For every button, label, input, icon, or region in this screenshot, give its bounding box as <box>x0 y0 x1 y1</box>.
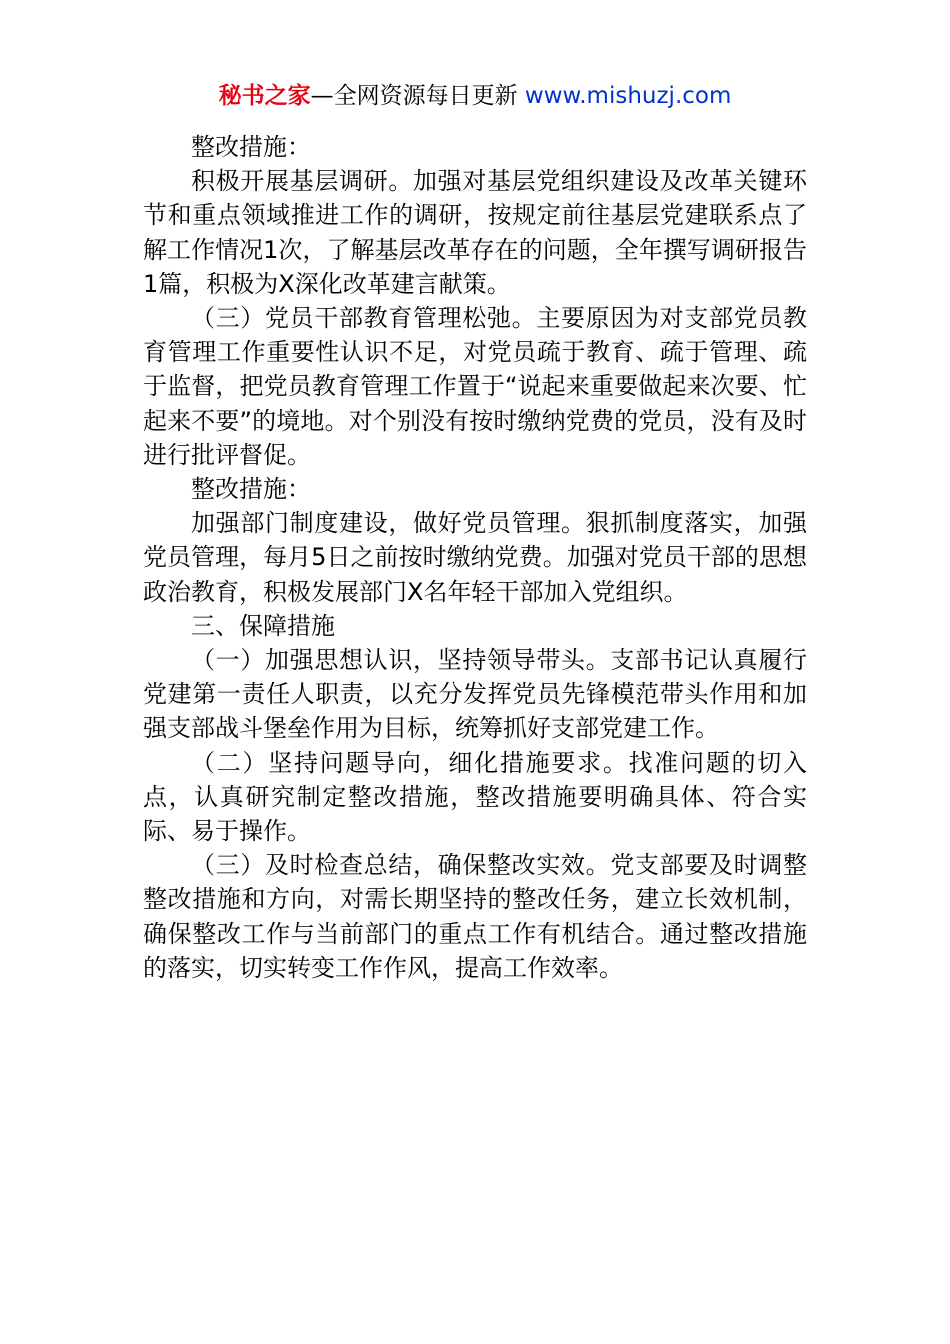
paragraph-grassroots-research: 积极开展基层调研。加强对基层党组织建设及改革关键环节和重点领域推进工作的调研，按规定前往基层党建联系点了解工作情况1次，了解基层改革存在的问题，全年撰写调研报告1篇，积极为X深化改革建言献策。 <box>143 167 807 298</box>
site-tagline: —全网资源每日更新 <box>310 83 525 109</box>
site-brand: 秘书之家 <box>218 83 311 109</box>
document-body <box>143 130 807 985</box>
paragraph-safeguard-two: （二）坚持问题导向，细化措施要求。找准问题的切入点，认真研究制定整改措施，整改措施要明确具体、符合实际、易于操作。 <box>143 748 807 846</box>
site-url-link[interactable]: www.mishuzj.com <box>524 83 732 109</box>
section-heading-safeguards: 三、保障措施 <box>191 611 335 640</box>
heading-rectification-measures-2: 整改措施： <box>191 475 311 504</box>
paragraph-safeguard-three: （三）及时检查总结，确保整改实效。党支部要及时调整整改措施和方向，对需长期坚持的整改任务，建立长效机制，确保整改工作与当前部门的重点工作有机结合。通过整改措施的落实，切实转变工作作风，提高工作效率。 <box>143 851 807 982</box>
paragraph-system-building: 加强部门制度建设，做好党员管理。狠抓制度落实，加强党员管理，每月5日之前按时缴纳党费。加强对党员干部的思想政治教育，积极发展部门X名年轻干部加入党组织。 <box>143 509 807 606</box>
paragraph-safeguard-one: （一）加强思想认识，坚持领导带头。支部书记认真履行党建第一责任人职责，以充分发挥党员先锋模范带头作用和加强支部战斗堡垒作用为目标，统筹抓好支部党建工作。 <box>143 646 807 743</box>
site-header <box>0 80 950 112</box>
paragraph-issue-three-education: （三）党员干部教育管理松弛。主要原因为对支部党员教育管理工作重要性认识不足，对党员疏于教育、疏于管理、疏于监督，把党员教育管理工作置于“说起来重要做起来次要、忙起来不要”的境地。对个别没有按时缴纳党费的党员，没有及时进行批评督促。 <box>143 304 807 469</box>
heading-rectification-measures: 整改措施： <box>191 133 311 161</box>
